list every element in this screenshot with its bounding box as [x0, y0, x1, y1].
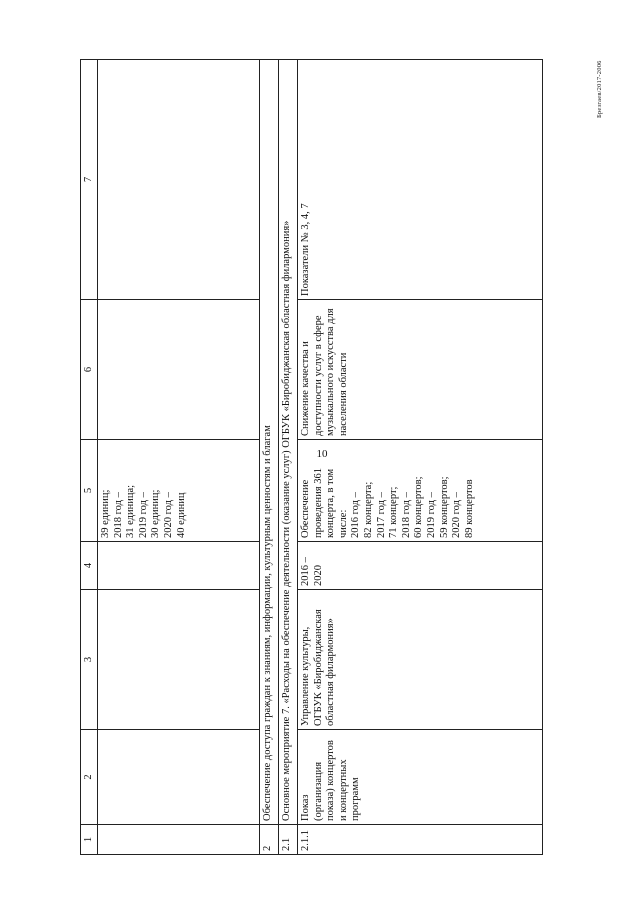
measure-result: Обеспечение проведения 361 концерта, в том числе: 2016 год – 82 концерта; 2017 год – 71 концерт; 2018 год – 60 концертов; 2019 год – 59 концертов; 2020 год – 89 концертов [298, 440, 543, 542]
table-cell [98, 300, 260, 440]
header-cell: 4 [81, 542, 98, 590]
section-number: 2 [260, 825, 279, 855]
measure-indicators: Показатели № 3, 4, 7 [298, 60, 543, 300]
measure-number: 2.1.1 [298, 825, 543, 855]
header-cell: 3 [81, 590, 98, 730]
continuation-result-cell: 39 единиц; 2018 год – 31 единица; 2019 год – 30 единиц; 2020 год – 40 единиц [98, 440, 260, 542]
header-cell: 2 [81, 730, 98, 825]
section-row [260, 60, 279, 855]
header-cell: 6 [81, 300, 98, 440]
side-note: Брезгаев/2017-2006 [596, 60, 603, 118]
continuation-row [98, 60, 260, 855]
table-cell [98, 590, 260, 730]
table-header-row [81, 60, 98, 855]
measure-consequence: Снижение качества и доступности услуг в сфере музыкального искусства для населения области [298, 300, 543, 440]
table-cell [98, 730, 260, 825]
page-number: 10 [316, 448, 328, 460]
measure-row [298, 60, 543, 855]
measure-period: 2016 – 2020 [298, 542, 543, 590]
table-cell [98, 542, 260, 590]
subsection-row [279, 60, 298, 855]
subsection-number: 2.1 [279, 825, 298, 855]
section-title: Обеспечение доступа граждан к знаниям, информации, культурным ценностям и благам [260, 60, 279, 825]
header-cell: 5 [81, 440, 98, 542]
measure-executor: Управление культуры, ОГБУК «Биробиджанская областная филармония» [298, 590, 543, 730]
rotated-table-container [80, 60, 590, 855]
measure-name: Показ (организация показа) концертов и концертных программ [298, 730, 543, 825]
subsection-title: Основное мероприятие 7. «Расходы на обеспечение деятельности (оказание услуг) ОГБУК «Биробиджанская областная филармония» [279, 60, 298, 825]
measures-table [80, 59, 543, 855]
table-cell [98, 825, 260, 855]
header-cell: 1 [81, 825, 98, 855]
table-cell [98, 60, 260, 300]
header-cell: 7 [81, 60, 98, 300]
